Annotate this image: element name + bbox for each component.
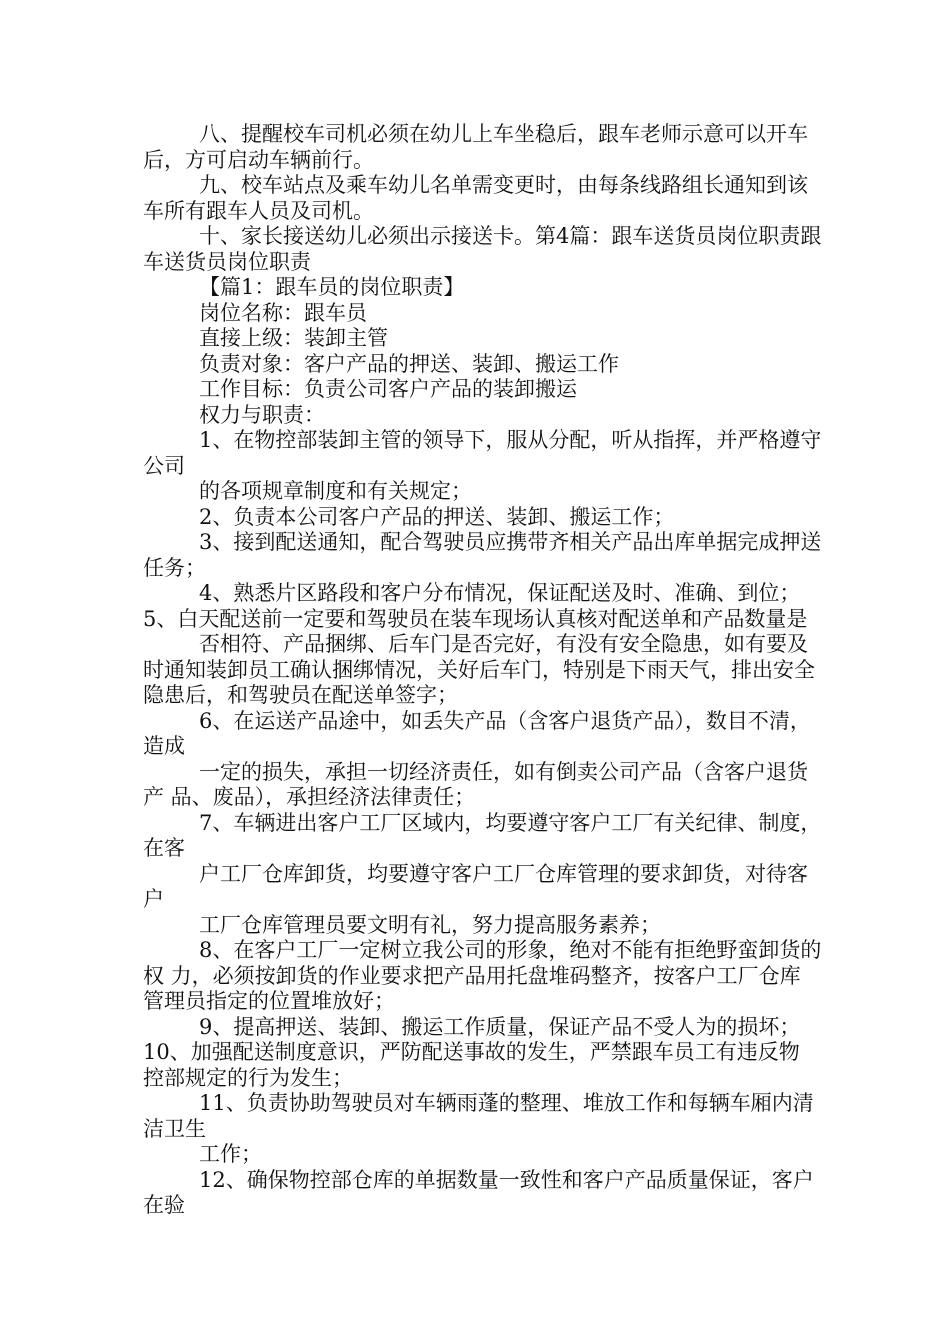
paragraph: 1、在物控部装卸主管的领导下，服从分配，听从指挥，并严格遵守公司 bbox=[143, 428, 822, 478]
paragraph: 3、接到配送通知，配合驾驶员应携带齐相关产品出库单据完成押送任务； bbox=[143, 530, 822, 580]
paragraph: 的各项规章制度和有关规定； bbox=[199, 479, 472, 503]
paragraph: 8、在客户工厂一定树立我公司的形象，绝对不能有拒绝野蛮卸货的权 力，必须按卸货的作业要求把产品用托盘堆码整齐，按客户工厂仓库 管理员指定的位置堆放好； bbox=[143, 938, 822, 1013]
paragraph: 7、车辆进出客户工厂区域内，均要遵守客户工厂有关纪律、制度，在客 bbox=[143, 810, 822, 860]
paragraph: 2、负责本公司客户产品的押送、装卸、搬运工作； bbox=[199, 504, 675, 529]
paragraph: 八、提醒校车司机必须在幼儿上车坐稳后，跟车老师示意可以开车后，方可启动车辆前行。 bbox=[143, 122, 808, 172]
paragraph: 九、校车站点及乘车幼儿名单需变更时，由每条线路组长通知到该车所有跟车人员及司机。 bbox=[143, 173, 808, 223]
paragraph: 6、在运送产品途中，如丢失产品（含客户退货产品），数目不清，造成 bbox=[143, 708, 811, 758]
paragraph: 否相符、产品捆绑、后车门是否完好，有没有安全隐患，如有要及时通知装卸员工确认捆绑情况，关好后车门，特别是下雨天气，排出安全隐患后，和驾驶员在配送单签字； bbox=[143, 632, 815, 707]
paragraph: 工厂仓库管理员要文明有礼，努力提高服务素养； bbox=[199, 912, 661, 937]
paragraph: 工作； bbox=[199, 1142, 262, 1166]
paragraph: 工作目标：负责公司客户产品的装卸搬运 bbox=[199, 377, 577, 401]
paragraph: 一定的损失，承担一切经济责任，如有倒卖公司产品（含客户退货产 品、废品），承担经济法律责任； bbox=[143, 759, 808, 809]
paragraph: 岗位名称：跟车员 bbox=[199, 300, 367, 325]
paragraph: 户工厂仓库卸货，均要遵守客户工厂仓库管理的要求卸货，对待客户 bbox=[143, 861, 808, 911]
paragraph: 十、家长接送幼儿必须出示接送卡。第4篇：跟车送货员岗位职责跟车送货员岗位职责 bbox=[143, 224, 822, 274]
section-heading: 【篇1：跟车员的岗位职责】 bbox=[199, 275, 465, 299]
paragraph: 12、确保物控部仓库的单据数量一致性和客户产品质量保证，客户在验 bbox=[143, 1167, 814, 1217]
paragraph: 4、熟悉片区路段和客户分布情况，保证配送及时、准确、到位； 5、白天配送前一定要和驾驶员在装车现场认真核对配送单和产品数量是 bbox=[143, 581, 811, 631]
paragraph: 负责对象：客户产品的押送、装卸、搬运工作 bbox=[199, 351, 619, 376]
paragraph: 权力与职责： bbox=[199, 402, 325, 427]
paragraph: 9、提高押送、装卸、搬运工作质量，保证产品不受人为的损坏； 10、加强配送制度意识，严防配送事故的发生，严禁跟车员工有违反物 控部规定的行为发生； bbox=[143, 1014, 821, 1090]
paragraph: 11、负责协助驾驶员对车辆雨蓬的整理、堆放工作和每辆车厢内清洁卫生 bbox=[143, 1091, 814, 1141]
paragraph: 直接上级：装卸主管 bbox=[199, 326, 388, 350]
document-body bbox=[143, 122, 823, 1219]
